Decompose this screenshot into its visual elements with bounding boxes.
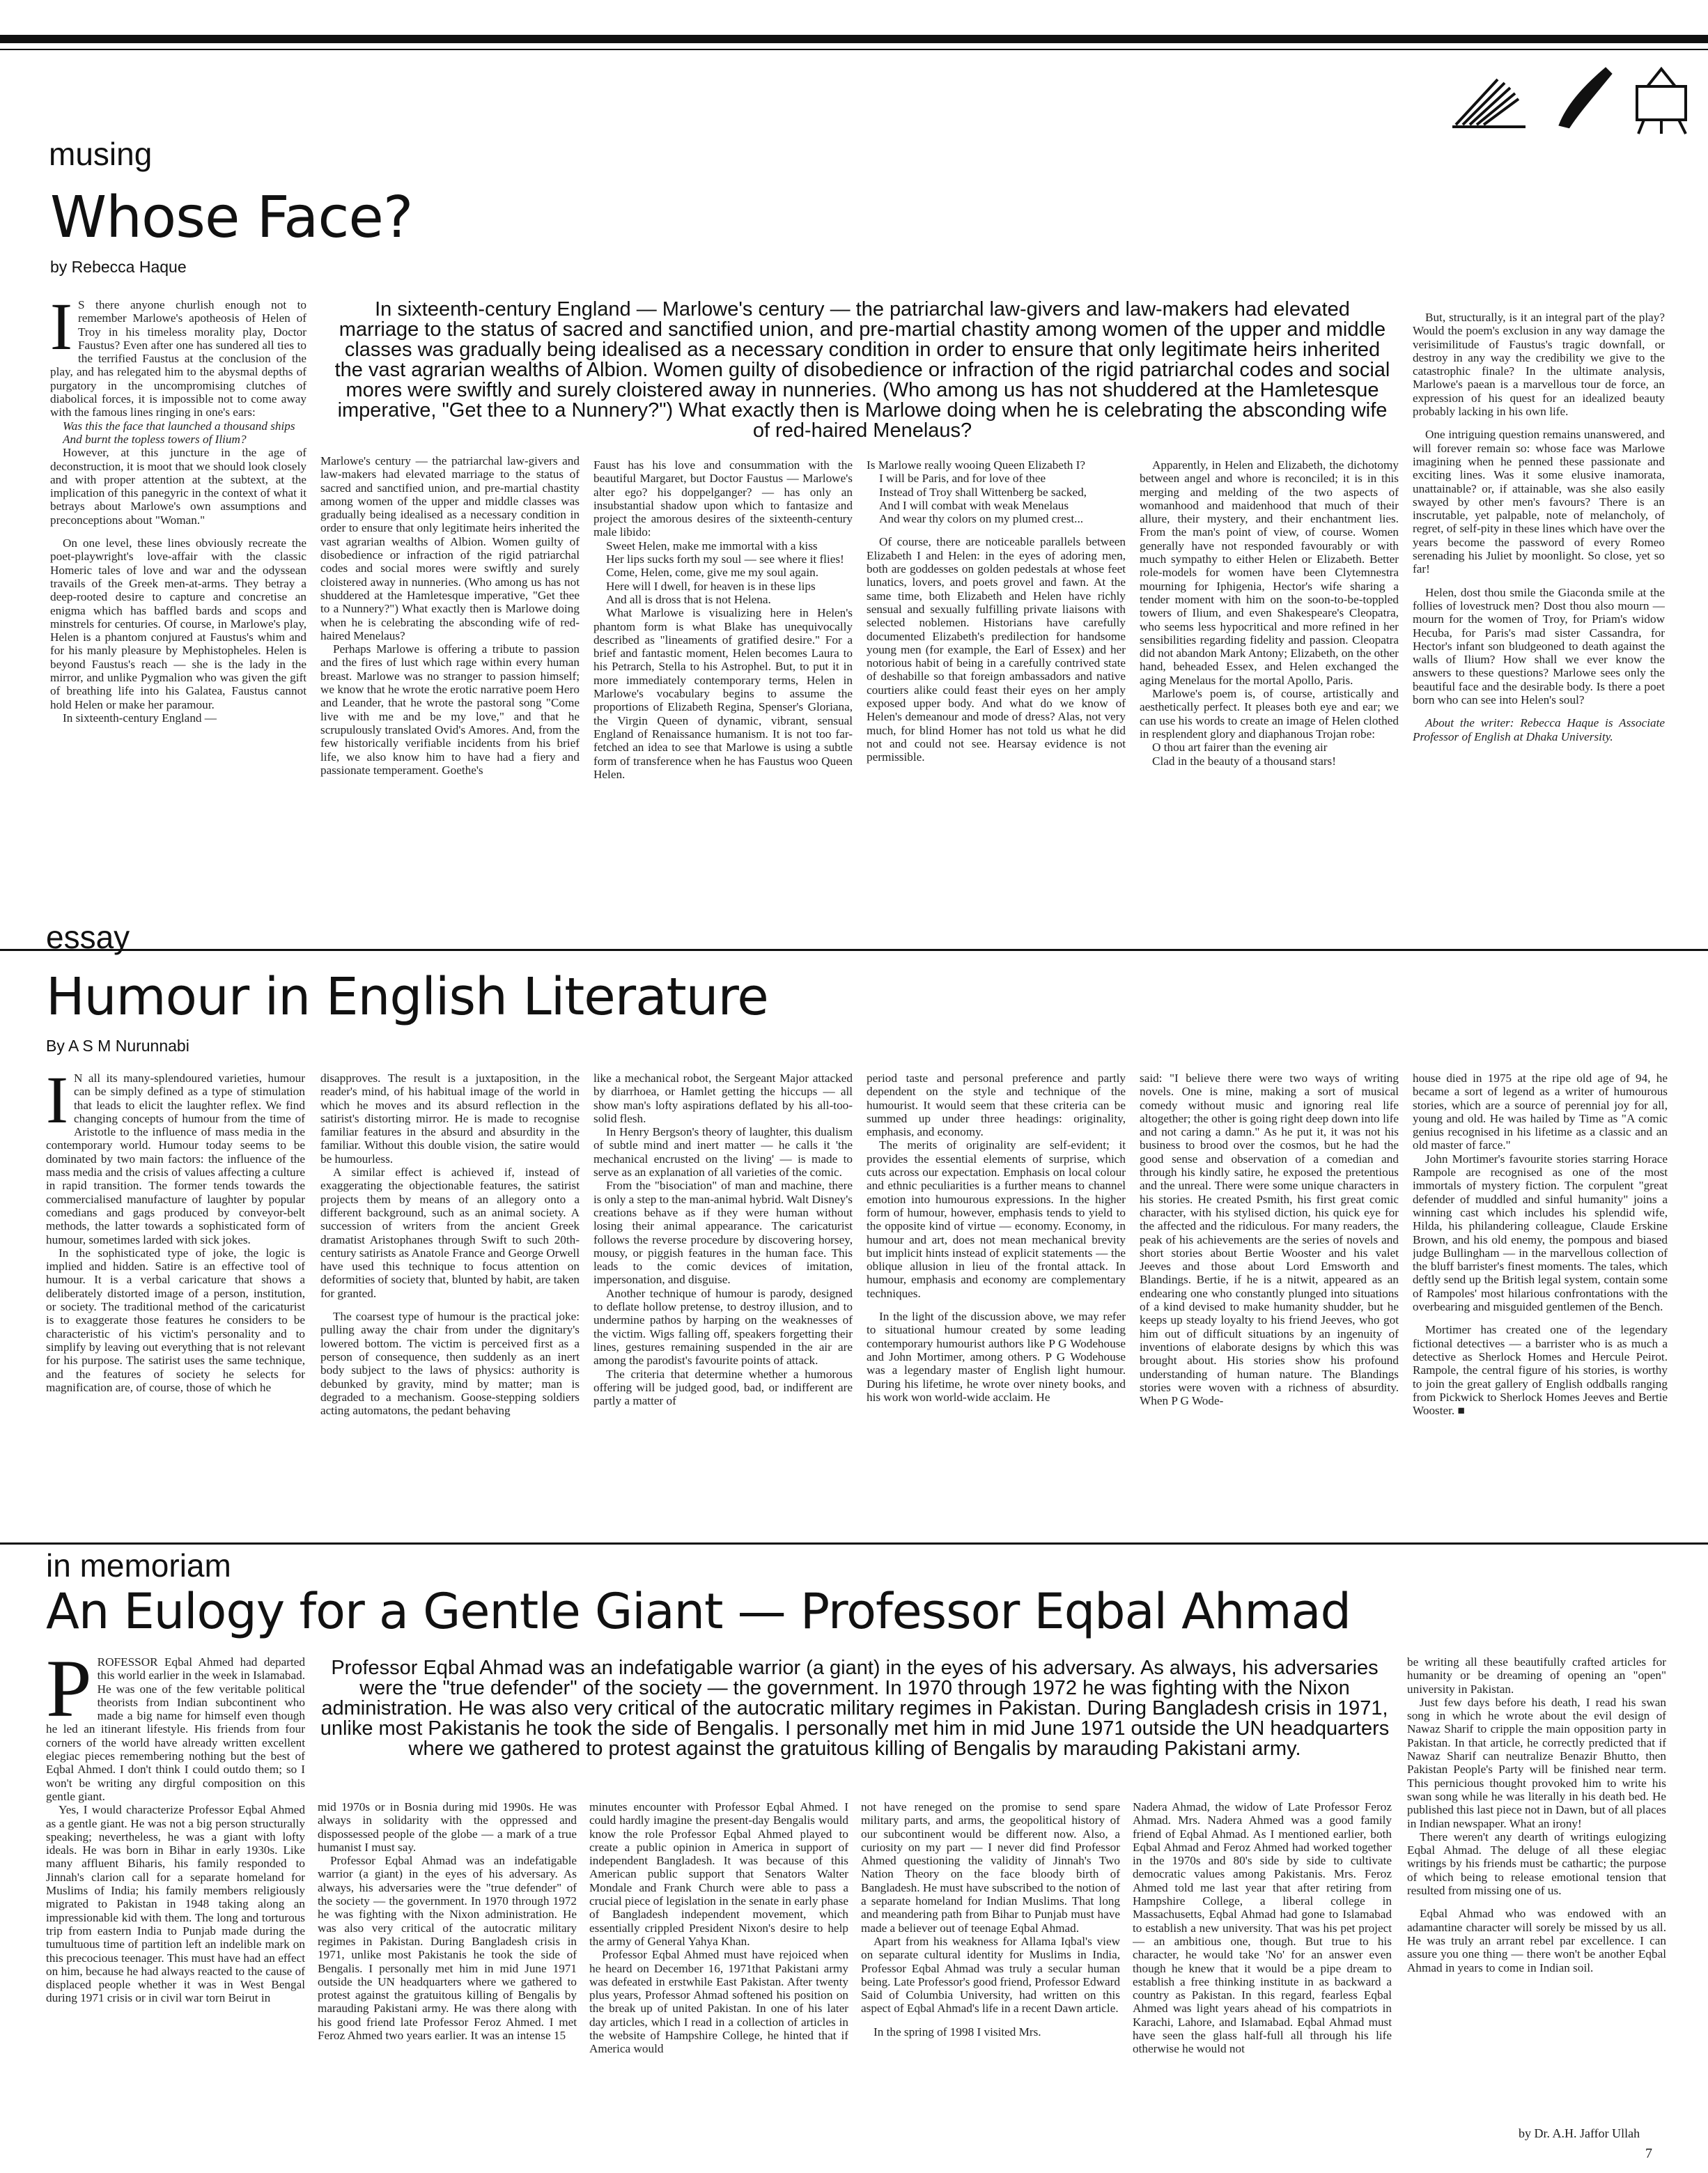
memoriam-dropcap: P [46,1655,92,1734]
essay-section-label: essay [46,919,130,955]
masthead-logo-icon [1449,59,1700,135]
musing-col-3: Faust has his love and consummation with the beautiful Margaret, but Doctor Faustus — Marlowe's alter ego? his doppelganger? — has only an insubstantial shadow upon which to fantasize and project the amorous desires of the sixteenth-century male libido: Sweet Helen, make me immortal with a kiss Her lips sucks forth my soul — see where it flies! Come, Helen, come, give me my soul again. Here will I dwell, for heaven is in these lips And all is dross that is not Helena. What Marlowe is visualizing here in Helen's phantom form is what Blake has unequivocally described as "lineaments of gratified desire." For a brief and fantastic moment, Helen becomes Laura to his Petrarch, Stella to his Astrophel. But, to put it in more immediately contemporary terms, Helen in Marlowe's vocabulary begins to assume the proportions of Elizabeth Regina, Spenser's Gloriana, the Virgin Queen of dynamic, vibrant, sensual England of Renaissance humanism. It is not too far-fetched an idea to see that Marlowe is using a subtle form of transference when he has Faustus woo Queen Helen. [593,458,853,781]
essay-col-2: disapproves. The result is a juxtaposition, in the reader's mind, of his habitual image of the world in which he moves and its absurd reflection in the satirist's distorting mirror. He is made to recognise familiar features in the absurd and absurdity in the familiar. Without this double vision, the satire would be humourless. A similar effect is achieved if, instead of exaggerating the objectionable features, the satirist projects them by means of an allegory onto a different background, such as an animal society. A succession of writers from the ancient Greek dramatist Aristophanes through Swift to such 20th-century satirists as Anatole France and George Orwell have used this technique to focus attention on deformities of society that, blunted by habit, are taken for granted. The coarsest type of humour is the practical joke: pulling away the chair from under the dignitary's lowered bottom. The victim is perceived first as a person of consequence, then suddenly as an inert body subject to the laws of physics: authority is debunked by gravity, mind by matter; man is degraded to a mechanism. Goose-stepping soldiers acting automatons, the pedant behaving [320,1072,580,1418]
essay-byline: By A S M Nurunnabi [46,1037,189,1055]
essay-dropcap: I [46,1072,68,1137]
musing-headline: Whose Face? [50,185,413,251]
memoriam-col-3: minutes encounter with Professor Eqbal Ahmed. I could hardly imagine the present-day Bengalis would know the role Professor Eqbal Ahmed played to create a public opinion in America in support of independent Bangladesh. It was because of this American public support that Senators Walter Mondale and Frank Church were able to pass a crucial piece of legislation in the senate in early phase of Bangladesh independent movement, which essentially crippled President Nixon's desire to help the army of General Yahya Khan. Professor Eqbal Ahmed must have rejoiced when he heard on December 16, 1971that Pakistani army was defeated in erstwhile East Pakistan. After twenty plus years, Professor Ahmad softened his position on the break up of united Pakistan. In one of his later day articles, which I read in a collection of articles in the website of Hampshire College, he hinted that if America would [589,1800,848,2056]
essay-headline [46,967,768,1027]
memoriam-col-1: P ROFESSOR Eqbal Ahmed had departed this world earlier in the week in Islamabad. He was one of the few veritable political theorists from Indian subcontinent who made a big name for himself even though he led an itinerant lifestyle. His friends from four corners of the world have already written excellent elegiac pieces remembering nothing but the best of Eqbal Ahmed. I don't think I could outdo them; so I won't be writing any dirgful composition on this gentle giant. Yes, I would characterize Professor Eqbal Ahmed as a gentle giant. He was not a big person structurally speaking; nevertheless, he was a giant with lofty ideals. He was born in Bihar in early 1930s. Like many affluent Biharis, his family responded to Jinnah's clarion call for a separate homeland for Muslims of India; his family members religiously migrated to Pakistan in 1948 taking along an impressionable kid with them. The long and torturous trip from eastern India to Punjab made during the tumultuous time of partition left an indelible mark on this precocious teenager. This must have had an effect on him, because he had always reacted to the cause of displaced people whether it was in West Bengal during 1971 crisis or in civil war torn Beirut in [46,1655,305,2005]
essay-headline-part-1: Humour in English [46,967,507,1027]
musing-section-label: musing [49,136,153,172]
memoriam-col-5: Nadera Ahmad, the widow of Late Professor Feroz Ahmad. Mrs. Nadera Ahmed was a good family friend of Eqbal Ahmad. As I mentioned earlier, both Eqbal Ahmad and Feroz Ahmed had worked together in the 1970s and 80's side by side to cultivate democratic values among Pakistanis. Mrs. Feroz Ahmed told me last year that after retiring from Hampshire College, a liberal college in Massachusetts, Eqbal Ahmad had gone to Islamabad to establish a new university. That was his pet project — an ambitious one, though. But true to his character, he would take 'No' for an answer even though he knew that it would be a pipe dream to establish a free thinking institute in as backward a country as Pakistan. In this regard, fearless Eqbal Ahmed was light years ahead of his compatriots in Karachi, Lahore, and Islamabad. Eqbal Ahmad must have seen the glass half-full all through his life otherwise he would not [1133,1800,1392,2056]
musing-col-5: Apparently, in Helen and Elizabeth, the dichotomy between angel and whore is reconciled; it is in this merging and melding of the two aspects of womanhood and maidenhood that much of their allure, their mystery, and their enchantment lies. From the man's point of view, of course. Women generally have not responded favourably or with much sympathy to either Helen or Elizabeth. Better role-models for women have been Clytemnestra mourning for Iphigenia, Hector's wife sharing a tender moment with him on the soon-to-be-toppled towers of Ilium, and even Shakespeare's Cleopatra, who seems less hypocritical and more refined in her sensibilities regarding fidelity and passion. Cleopatra did not abandon Mark Antony; Elizabeth, on the other hand, beheaded Essex, and Helen exchanged the aging Menelaus for the mortal Apollo, Paris. Marlowe's poem is, of course, artistically and aesthetically perfect. It pleases both eye and ear; we can use his words to create an image of Helen clothed in resplendent glory and diaphanous Trojan robe: O thou art fairer than the evening air Clad in the beauty of a thousand stars! [1140,458,1399,768]
essay-col-3: like a mechanical robot, the Sergeant Major attacked by diarrhoea, or Hamlet getting the hiccups — all show man's lofty aspirations deflated by his all-too-solid flesh. In Henry Bergson's theory of laughter, this dualism of subtle mind and inert matter — he calls it 'the mechanical encrusted on the living' — is made to serve as an explanation of all varieties of the comic. From the "bisociation" of man and machine, there is only a step to the man-animal hybrid. Walt Disney's creations behave as if they were human without losing their animal appearance. The caricaturist follows the reverse procedure by discovering horsey, mousy, or piggish features in the human face. This leads to the comic devices of imitation, impersonation, and disguise. Another technique of humour is parody, designed to deflate hollow pretense, to destroy illusion, and to undermine pathos by harping on the weaknesses of the victim. Wigs falling off, speakers forgetting their lines, gestures remaining suspended in the air are among the parodist's favourite points of attack. The criteria that determine whether a humorous offering will be judged good, bad, or indifferent are partly a matter of [593,1072,853,1408]
musing-col-2: Marlowe's century — the patriarchal law-givers and law-makers had elevated marriage to the status of sacred and sanctified union, and pre-martial chastity among women of the upper and middle classes was gradually being idealised as a necessary condition in order to ensure that only legitimate heirs inherited the vast agrarian wealths of Albion. Women guilty of disobedience or infraction of the rigid patriarchal codes and social mores were swiftly and surely cloistered away in nunneries. (Who among us has not shuddered at the Hamletesque imperative, "Get thee to a Nunnery?") What exactly then is Marlowe doing when he is celebrating the absconding wife of red-haired Menelaus? Perhaps Marlowe is offering a tribute to passion and the fires of lust which rage within every human breast. Marlowe was no stranger to passion himself; we know that he wrote the erotic narrative poem Hero and Leander, that he wrote the pastoral song "Come live with me and be my love," and that he scrupulously translated Ovid's Amores. And, from the few historically verifiable incidents from his brief life, we also know him to have had a fiery and passionate temperament. Goethe's [320,454,580,777]
memoriam-headline: An Eulogy for a Gentle Giant — Professor Eqbal Ahmad [46,1583,1351,1640]
memoriam-pullquote: Professor Eqbal Ahmad was an indefatigable warrior (a giant) in the eyes of his adversary. As always, his adversaries were the "true defender" of the society — the government. In 1970 through 1972 he was fighting with the Nixon administration. He was also very critical of the autocratic military regimes in Pakistan. During Bangladesh crisis in 1971, unlike most Pakistanis he took the side of Bengalis. I personally met him in mid June 1971 outside the UN headquarters where we gathered to protest against the gratuitous killing of Bengalis by marauding Pakistani army. [320,1658,1390,1760]
essay-col-6: house died in 1975 at the ripe old age of 94, he became a sort of legend as a writer of humourous stories, which are a source of perennial joy for all, young and old. He was hailed by Time as "A comic genius recognised in his lifetime as a classic and an old master of farce." John Mortimer's favourite stories starring Horace Rampole are recognised as one of the most immortals of mystery fiction. The corpulent "great defender of muddled and sinful humanity" joins a winning cast which includes his splendid wife, Hilda, his philandering colleague, Claude Erskine Brown, and his old enemy, the pompous and biased judge Bullingham — in the marvellous collection of the bluff barrister's finest moments. The tales, which deftly send up the British legal system, contain some of Rampoles' most hilarious confrontations with the overbearing and misguided gentlemen of the Bench. Mortimer has created one of the legendary fictional detectives — a barrister who is as much a detective as Sherlock Homes and Hercule Peirot. Rampole, the central figure of his stories, is worthy to join the great gallery of English oddballs ranging from Pickwick to Sherlock Homes Jeeves and Bertie Wooster. ■ [1413,1072,1668,1418]
musing-byline: by Rebecca Haque [50,258,187,276]
memoriam-col-4: not have reneged on the promise to send spare military parts, and arms, the geopolitical history of our subcontinent would be different now. Also, a curiosity on my part — I never did find Professor Ahmed questioning the validity of Jinnah's Two Nation Theory on the face bloody birth of Bangladesh. He must have subscribed to the notion of a separate homeland for Indian Muslims. That long and meandering path from Bihar to Punjab must have made a believer out of teenage Eqbal Ahmad. Apart from his weakness for Allama Iqbal's view on separate cultural identity for Muslims in India, Professor Eqbal Ahmad was truly a secular human being. Late Professor's good friend, Professor Edward Said of Columbia University, had written on this aspect of Eqbal Ahmad's life in a recent Dawn article. In the spring of 1998 I visited Mrs. [861,1800,1120,2039]
essay-col-1: I N all its many-splendoured varieties, humour can be simply defined as a type of stimulation that leads to elicit the laughter reflex. We find changing concepts of humour from the time of Aristotle to the influence of mass media in the contemporary world. Humour today seems to be dominated by two main factors: the influence of the mass media and the crisis of values affecting a culture in rapid transition. The former tends towards the commercialised manufacture of laughter by popular comedians and gags produced by conveyor-belt methods, the latter towards a sophisticated form of humour, sometimes larded with sick jokes. In the sophisticated type of joke, the logic is implied and hidden. Satire is an effective tool of humour. It is a verbal caricature that shows a deliberately distorted image of a person, institution, or society. The traditional method of the caricaturist is to exaggerate those features he considers to be characteristic of his victim's personality and to simplify by leaving out everything that is not relevant for his purpose. The satirist uses the same technique, and the features of society he selects for magnification are, of course, those of which he [46,1072,305,1394]
musing-col-6: But, structurally, is it an integral part of the play? Would the poem's exclusion in any way damage the verisimilitude of Faustus's tragic downfall, or destroy in any way the credibility we give to the catastrophic finale? In the ultimate analysis, Marlowe's paean is a marvellous tour de force, an expression of his quest for an idealized beauty probably lacking in his own life. One intriguing question remains unanswered, and will forever remain so: whose face was Marlowe imagining when he penned these passionate and exciting lines. Was it some elusive inamorata, unattainable? or, if attainable, was she also easily swayed by other men's favours? There is an inscrutable, yet palpable, note of melancholy, of regret, of self-pity in these lines which have over the years become the password of every Romeo serenading his Juliet by moonlight. So close, yet so far! Helen, dost thou smile the Giaconda smile at the follies of lovestruck men? Dost thou also mourn — mourn for the women of Troy, for Priam's widow Hecuba, for Paris's mad sister Cassandra, for Hector's infant son bludgeoned to death against the walls of Ilium? How shall we ever know the answers to these questions? Marlowe sees only the beautiful face and the desirable body. Is there a poet born who can see into Helen's soul? About the writer: Rebecca Haque is Associate Professor of English at Dhaka University. [1413,311,1665,743]
essay-col-5: said: "I believe there were two ways of writing novels. One is mine, making a sort of musical comedy without music and ignoring real life altogether; the other is going right deep down into life and not caring a damn." As he put it, it was not his business to brood over the cosmos, but he had the good sense and observation of a comedian and through his kindly satire, he exposed the pretentious and the unreal. There were some unique characters in his stories. He created Psmith, his first great comic character, with his stylised diction, his quick eye for the affected and the ridiculous. For many readers, the peak of his achievements are the series of novels and short stories about Bertie Wooster and his valet Jeeves and those about Lord Emsworth and Blandings. Bertie, if he is a nitwit, appeared as an endearing one who constantly plunged into situations of a kind devised to make humanity shudder, but he keeps up steady loyalty to his friend Jeeves, who got him out of difficult situations by an ingenuity of inventions of elaborate designs by which this was brought about. His stories show his profound understanding of human nature. The Blandings stories were woven with a richness of absurdity. When P G Wode- [1140,1072,1399,1408]
musing-col-4: Is Marlowe really wooing Queen Elizabeth I? I will be Paris, and for love of thee Instead of Troy shall Wittenberg be sacked, And I will combat with weak Menelaus And wear thy colors on my plumed crest... Of course, there are noticeable parallels between Elizabeth I and Helen: in the eyes of adoring men, both are goddesses on golden pedestals at whose feet lunatics, lovers, and poets grovel and fawn. At the same time, both Elizabeth and Helen have richly sensual and sexually fulfilling private liaisons with selected noblemen. Historians have carefully documented Elizabeth's predilection for handsome young men (for example, the Earl of Essex) and her notorious habit of being in a carefully contrived state of deshabille so that foreign ambassadors and native courtiers alike could feast their eyes on her amply exposed upper body. And what do we know of Helen's demeanour and mode of dress? Alas, not very much, for blind Homer has not told us what he did not and could not see. Hearsay evidence is not permissible. [867,458,1126,764]
memoriam-section-label: in memoriam [46,1547,231,1584]
memoriam-divider-rule [0,1542,1708,1545]
page-number: 7 [1645,2146,1652,2161]
memoriam-byline: by Dr. A.H. Jaffor Ullah [1519,2126,1640,2140]
top-rule [0,35,1708,43]
musing-about-writer: About the writer: Rebecca Haque is Associate Professor of English at Dhaka University. [1413,716,1665,743]
top-thin-rule [0,49,1708,50]
memoriam-col-6: be writing all these beautifully crafted articles for humanity or be dreaming of opening an "open" university in Pakistan. Just few days before his death, I read his swan song in which he wrote about the evil design of Nawaz Sharif to cripple the main opposition party in Pakistan. In that article, he correctly predicted that if Nawaz Sharif can neutralize Benazir Bhutto, then Pakistan People's Party will be finished near term. This pernicious thought provoked him to write his swan song while he was literally in his death bed. He published this last piece not in Dawn, but of all places in Indian newspaper. What an irony! There weren't any dearth of writings eulogizing Eqbal Ahmad. The deluge of all these elegiac writings by his friends must be cathartic; the purpose of which being to release emotional tension that resulted from missing one of us. Eqbal Ahmad who was endowed with an adamantine character will sorely be missed by us all. He was truly an arrant rebel par excellence. I can assure you one thing — there won't be another Eqbal Ahmad in years to come in Indian soil. [1407,1655,1666,1974]
musing-col-1: I S there anyone churlish enough not to remember Marlowe's apotheosis of Helen of Troy in his timeless morality play, Doctor Faustus? Even after one has sundered all ties to the terrified Faustus at the conclusion of the play, and has relegated him to the abysmal depths of purgatory in the uncompromising clutches of diabolical forces, it is impossible not to come away with the famous lines ringing in one's ears: Was this the face that launched a thousand ships And burnt the topless towers of Ilium? However, at this juncture in the age of deconstruction, it is moot that we should look closely and with proper attention at the subtext, at the implication of this panegyric in the context of what it betrays about Marlowe's own assumptions and preconceptions about "Woman." On one level, these lines obviously recreate the poet-playwright's love-affair with the classic Homeric tales of love and war and the odyssean travails of the Greek men-at-arms. They betray a deep-rooted desire to capture and concretise an enigma which has baffled bards and scops and minstrels for centuries. Of course, in Marlowe's play, Helen is a phantom conjured at Faustus's whim and for his manly pleasure by Mephistopheles. Helen is beyond Faustus's reach — she is the lady in the mirror, and unlike Pygmalion who was given the gift of breathing life into his Galatea, Faustus cannot hold Helen or make her paramour. In sixteenth-century England — [50,298,306,725]
musing-dropcap: I [50,298,72,364]
essay-headline-part-2: Literature [522,967,768,1027]
essay-divider-rule [0,949,1708,951]
essay-col-4: period taste and personal preference and partly dependent on the style and technique of the humourist. It would seem that these criteria can be summed up under three headings: originality, emphasis, and economy. The merits of originality are self-evident; it provides the essential elements of surprise, which cuts across our expectation. Emphasis on local colour and ethnic peculiarities is a further means to channel emotion into humourous expressions. In the higher form of humour, however, emphasis tends to yield to the opposite kind of virtue — economy. Economy, in humour and art, does not mean mechanical brevity but implicit hints instead of explicit statements — the oblique allusion in lieu of the frontal attack. In humour, emphasis and economy are complementary techniques. In the light of the discussion above, we may refer to situational humour created by some leading contemporary humourist authors like P G Wodehouse and John Mortimer, among others. P G Wodehouse was a legendary master of English light humour. During his lifetime, he wrote over ninety books, and his work won world-wide acclaim. He [867,1072,1126,1404]
memoriam-col-2: mid 1970s or in Bosnia during mid 1990s. He was always in solidarity with the oppressed and dispossessed people of the globe — a mark of a true humanist I must say. Professor Eqbal Ahmad was an indefatigable warrior (a giant) in the eyes of his adversary. As always, his adversaries were the "true defender" of the society — the government. In 1970 through 1972 he was fighting with the Nixon administration. He was also very critical of the autocratic military regimes in Pakistan. During Bangladesh crisis in 1971, unlike most Pakistanis he took the side of Bengalis. I personally met him in mid June 1971 outside the UN headquarters where we gathered to protest against the gratuitous killing of Bengalis by marauding Pakistani army. He was there along with his good friend late Professor Feroz Ahmed. I met Feroz Ahmed two years earlier. It was an intense 15 [318,1800,577,2043]
musing-pullquote: In sixteenth-century England — Marlowe's century — the patriarchal law-givers and law-makers had elevated marriage to the status of sacred and sanctified union, and pre-martial chastity among women of the upper and middle classes was gradually being idealised as a necessary condition in order to ensure that only legitimate heirs inherited the vast agrarian wealths of Albion. Women guilty of disobedience or infraction of the rigid patriarchal codes and social mores were swiftly and surely cloistered away in nunneries. (Who among us has not shuddered at the Hamletesque imperative, "Get thee to a Nunnery?") What exactly then is Marlowe doing when he is celebrating the absconding wife of red-haired Menelaus? [334,300,1390,442]
